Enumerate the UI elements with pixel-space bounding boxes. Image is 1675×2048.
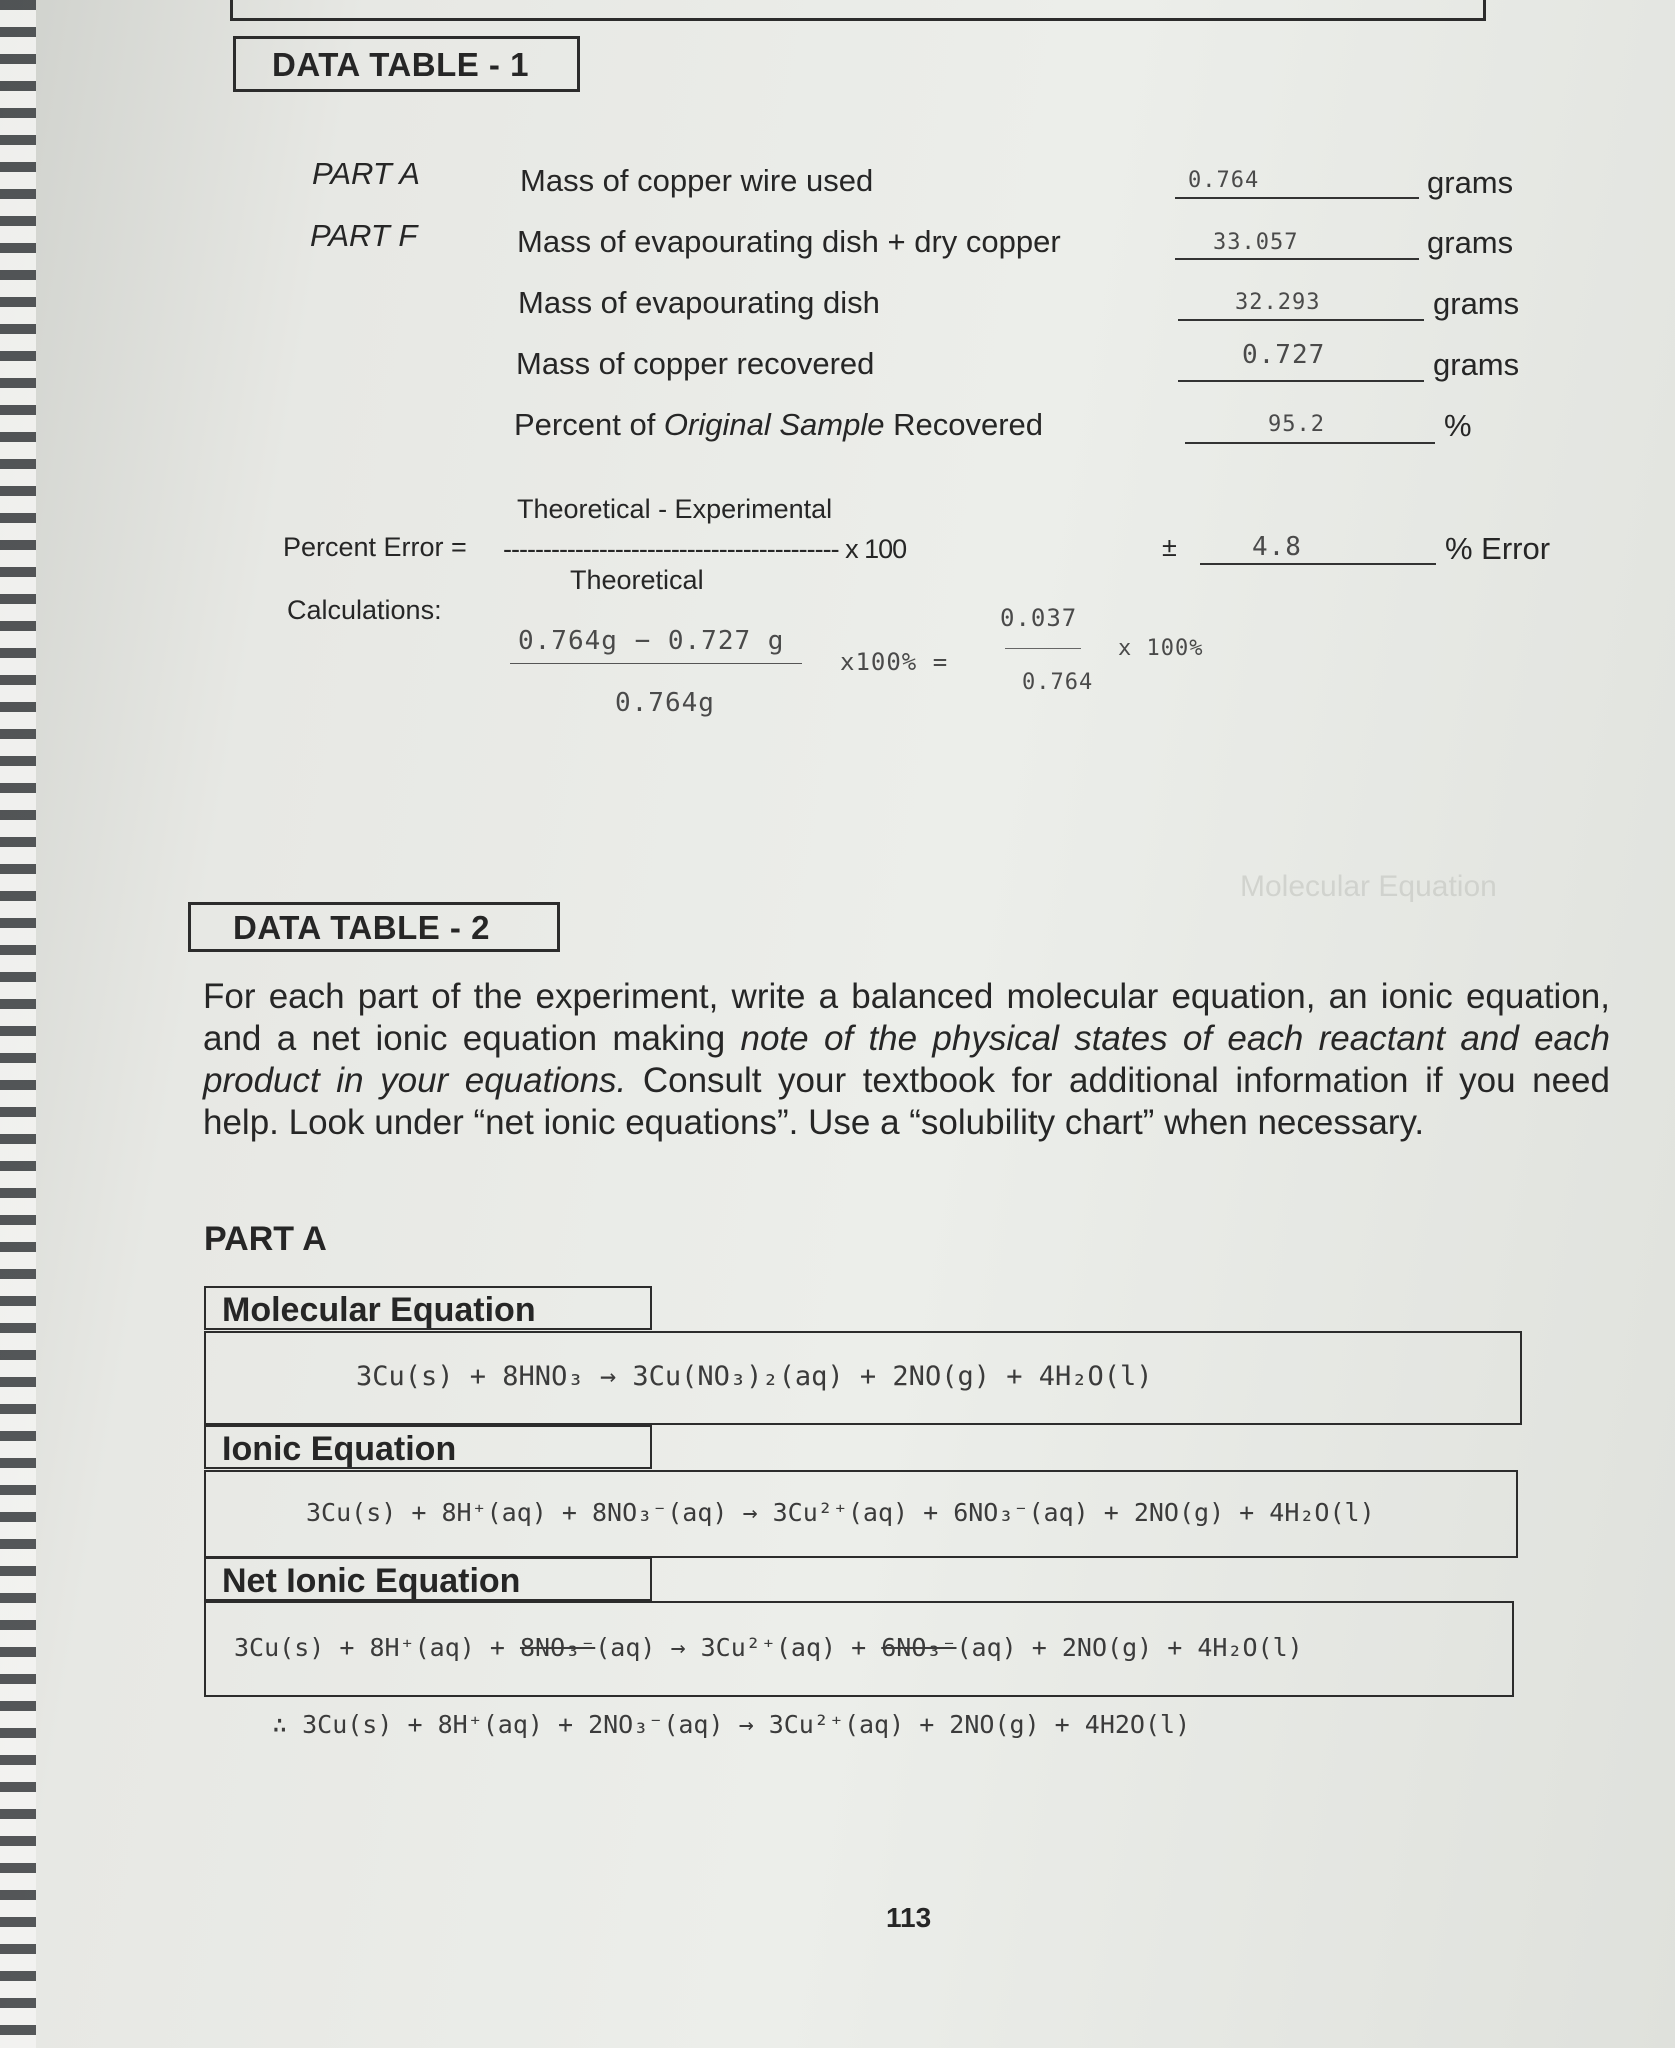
previous-box-edge (230, 0, 1486, 21)
instructions-paragraph (203, 976, 1610, 1144)
unit-grams: grams (1427, 225, 1514, 260)
final-net-ionic-equation: ∴ 3Cu(s) + 8H⁺(aq) + 2NO₃⁻(aq) → 3Cu²⁺(aq) + 2NO(g) + 4H2O(l) (272, 1710, 1191, 1739)
value-dish: 32.293 (1235, 290, 1321, 315)
cancelled-spectator-ion: 6NO₃⁻ (881, 1633, 957, 1662)
net-ionic-equation-answer (234, 1633, 1303, 1662)
instructions-text: For each part of the experiment, write a balanced molecular equation, an ionic equation, and a net ionic equation making (203, 977, 1610, 1058)
molecular-equation-label: Molecular Equation (204, 1286, 652, 1330)
unit-percent-error: % Error (1445, 531, 1551, 566)
part-a-label: PART A (312, 156, 420, 191)
value-copper-recovered: 0.727 (1242, 340, 1326, 370)
instructions-text: Consult your textbook for additional information if you need help. Look under “net ionic equations”. Use a “solubility chart” when necessary. (203, 1061, 1610, 1142)
spiral-binding (0, 0, 36, 2048)
row-label-copper-wire: Mass of copper wire used (520, 163, 874, 198)
net-eq-part: (aq) → 3Cu²⁺(aq) + (595, 1633, 882, 1662)
ionic-equation-answer: 3Cu(s) + 8H⁺(aq) + 8NO₃⁻(aq) → 3Cu²⁺(aq) + 6NO₃⁻(aq) + 2NO(g) + 4H₂O(l) (306, 1498, 1375, 1527)
calc-denominator-2: 0.764 (1022, 670, 1094, 695)
formula-denominator: Theoretical (570, 565, 704, 595)
plus-minus: ± (1162, 532, 1177, 562)
calc-fraction-bar (510, 663, 802, 664)
blank-line (1178, 380, 1424, 382)
ionic-equation-box (204, 1470, 1518, 1558)
unit-grams: grams (1433, 347, 1520, 382)
unit-grams: grams (1433, 286, 1520, 321)
net-eq-part: (aq) + 2NO(g) + 4H₂O(l) (956, 1633, 1303, 1662)
net-ionic-equation-box (204, 1601, 1514, 1697)
value-copper-wire: 0.764 (1188, 168, 1260, 193)
formula-numerator: Theoretical - Experimental (517, 494, 833, 524)
formula-fraction-bar: ------------------------------------------ x 100 (503, 534, 907, 564)
blank-line (1185, 442, 1435, 444)
value-percent-error: 4.8 (1252, 532, 1302, 562)
calc-times-100: x100% = (840, 648, 949, 676)
value-percent-recovered: 95.2 (1268, 412, 1325, 437)
net-eq-part: 3Cu(s) + 8H⁺(aq) + (234, 1633, 520, 1662)
part-a-heading: PART A (204, 1220, 327, 1258)
blank-line (1175, 258, 1419, 260)
calc-fraction-bar-2 (1005, 648, 1081, 649)
calc-denominator: 0.764g (615, 688, 715, 718)
blank-line (1200, 563, 1436, 565)
part-f-label: PART F (310, 218, 418, 253)
row-label-dish: Mass of evapourating dish (518, 285, 880, 320)
value-dish-plus-copper: 33.057 (1213, 230, 1299, 255)
net-ionic-equation-label: Net Ionic Equation (204, 1557, 652, 1601)
calc-times-100-2: x 100% (1118, 636, 1204, 661)
row-label-dish-plus-copper: Mass of evapourating dish + dry copper (517, 224, 1061, 259)
blank-line (1175, 197, 1419, 199)
unit-grams: grams (1427, 165, 1514, 200)
row-label-percent-recovered (514, 407, 1043, 443)
calculations-label: Calculations: (287, 595, 442, 625)
calc-numerator-2: 0.037 (1000, 604, 1078, 632)
molecular-equation-answer: 3Cu(s) + 8HNO₃ → 3Cu(NO₃)₂(aq) + 2NO(g) + 4H₂O(l) (356, 1361, 1153, 1392)
label-part: Recovered (884, 407, 1043, 442)
label-emphasis: Original Sample (663, 407, 885, 442)
data-table-1-title: DATA TABLE - 1 (233, 36, 580, 92)
calc-numerator: 0.764g − 0.727 g (518, 626, 785, 656)
molecular-equation-box (204, 1331, 1522, 1425)
instructions-emphasis: note of the physical states of each reactant and each product in your equations. (203, 1019, 1610, 1100)
unit-percent: % (1444, 408, 1472, 443)
cancelled-spectator-ion: 8NO₃⁻ (519, 1633, 596, 1662)
percent-error-label: Percent Error = (283, 532, 467, 562)
blank-line (1178, 319, 1424, 321)
data-table-2-title: DATA TABLE - 2 (188, 902, 560, 952)
row-label-copper-recovered: Mass of copper recovered (516, 346, 875, 381)
page-number: 113 (886, 1902, 932, 1933)
bleed-through-text: Molecular Equation (1240, 870, 1497, 903)
label-part: Percent of (514, 407, 664, 442)
ionic-equation-label: Ionic Equation (204, 1425, 652, 1469)
